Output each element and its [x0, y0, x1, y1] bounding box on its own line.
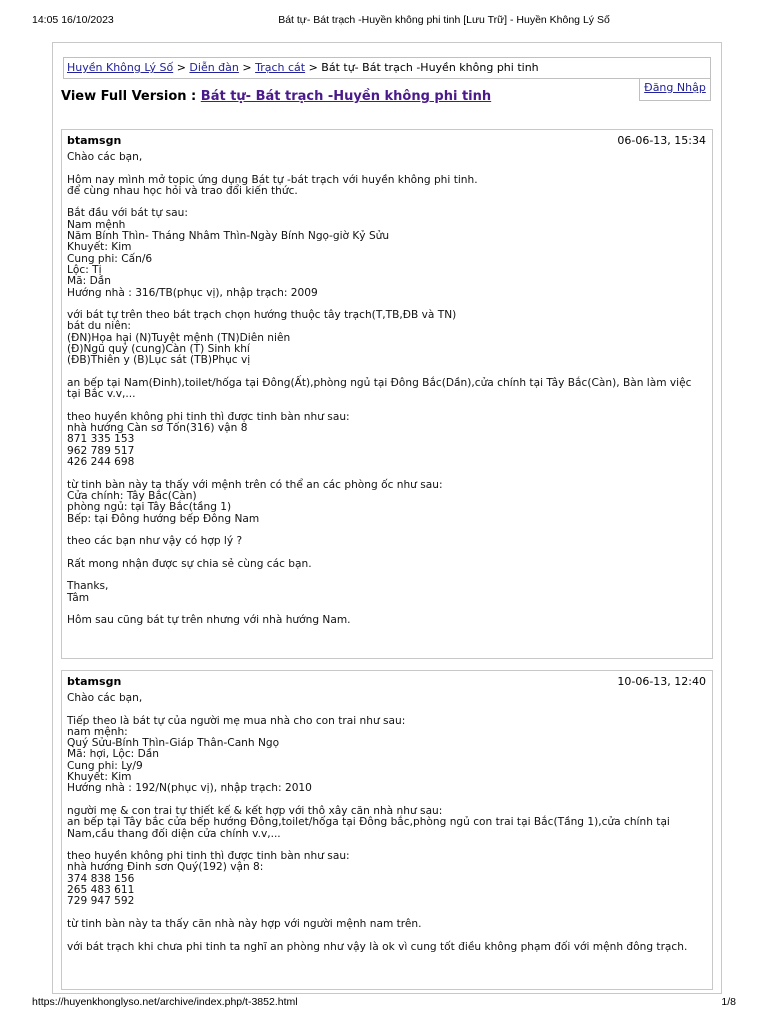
post-date: 10-06-13, 12:40 — [617, 675, 706, 688]
post-date: 06-06-13, 15:34 — [617, 134, 706, 147]
breadcrumb-separator: > — [238, 61, 256, 74]
post-author: btamsgn — [67, 675, 122, 688]
post-header — [62, 671, 712, 693]
login-box — [639, 79, 711, 101]
login-link[interactable]: Đăng Nhập — [644, 81, 706, 94]
print-header — [32, 14, 736, 30]
print-footer — [32, 996, 736, 1012]
breadcrumb-forum-link[interactable]: Diễn đàn — [189, 61, 239, 74]
breadcrumb — [63, 57, 711, 79]
breadcrumb-home-link[interactable]: Huyền Không Lý Số — [67, 61, 174, 74]
post — [61, 670, 713, 990]
archive-page — [52, 42, 722, 994]
print-page-title: Bát tự- Bát trạch -Huyền không phi tinh [Lưu Trữ] - Huyền Không Lý Số — [278, 14, 610, 26]
full-version-label: View Full Version : — [61, 89, 201, 104]
post-author: btamsgn — [67, 134, 122, 147]
full-version-thread-link[interactable]: Bát tự- Bát trạch -Huyền không phi tinh — [200, 89, 492, 104]
print-page-number: 1/8 — [721, 996, 736, 1008]
breadcrumb-section-link[interactable]: Trạch cát — [255, 61, 306, 74]
post-body: Chào các bạn, Tiếp theo là bát tự của người mẹ mua nhà cho con trai như sau: nam mệnh: Quý Sửu-Bính Thìn-Giáp Thân-Canh Ngọ Mã: hợi, Lộc: Dần Cung phi: Ly/9 Khuyết: Kim Hướng nhà : 192/N(phục vị), nhập trạch: 2010 người mẹ & con trai tự thiết kế & kết hợp với thô xây căn nhà như sau: an bếp tại Tây bắc cửa bếp hướng Đông,toilet/hốga tại Đông bắc,phòng ngủ con trai tại Bắc(Tầng 1),cửa chính tại Nam,cầu thang đối diện cửa chính v.v,... theo huyền không phi tinh thì được tinh bàn như sau: nhà hướng Đinh sơn Quý(192) vận 8: 374 838 156 265 483 611 729 947 592 từ tinh bàn này ta thấy căn nhà này hợp với người mệnh nam trên. với bát trạch khi chưa phi tinh ta nghĩ an phòng như vậy là ok vì cung tốt điều không phạm đối với mệnh đông trạch. — [67, 692, 688, 953]
post-header — [62, 130, 712, 152]
print-timestamp: 14:05 16/10/2023 — [32, 14, 114, 26]
post — [61, 129, 713, 659]
post-body: Chào các bạn, Hôm nay mình mở topic ứng dụng Bát tự -bát trạch với huyền không phi tinh. để cùng nhau học hỏi và trao đổi kiến thức. Bắt đầu với bát tự sau: Nam mệnh Năm Bính Thìn- Tháng Nhâm Thìn-Ngày Bính Ngọ-giờ Kỷ Sửu Khuyết: Kim Cung phi: Cấn/6 Lộc: Tị Mã: Dần Hướng nhà : 316/TB(phục vị), nhập trạch: 2009 với bát tự trên theo bát trạch chọn hướng thuộc tây trạch(T,TB,ĐB và TN) bát du niên: (ĐN)Họa hại (N)Tuyệt mệnh (TN)Diên niên (Đ)Ngũ quỷ (cung)Càn (T) Sinh khí (ĐB)Thiên y (B)Lục sát (TB)Phục vị an bếp tại Nam(Đinh),toilet/hốga tại Đông(Ất),phòng ngủ tại Đông Bắc(Dần),cửa chính tại Tây Bắc(Càn), Bàn làm việc tại Bắc v.v,... theo huyền không phi tinh thì được tinh bàn như sau: nhà hướng Càn sơ Tốn(316) vận 8 871 335 153 962 789 517 426 244 698 từ tinh bàn này ta thấy với mệnh trên có thể an các phòng ốc như sau: Cửa chính: Tây Bắc(Càn) phòng ngủ: tại Tây Bắc(tầng 1) Bếp: tại Đông hướng bếp Đông Nam theo các bạn như vậy có hợp lý ? Rất mong nhận được sự chia sẻ cùng các bạn. Thanks, Tâm Hôm sau cũng bát tự trên nhưng với nhà hướng Nam. — [67, 151, 692, 627]
print-url: https://huyenkhonglyso.net/archive/index.php/t-3852.html — [32, 996, 298, 1008]
full-version-heading — [61, 89, 491, 104]
breadcrumb-current: > Bát tự- Bát trạch -Huyền không phi tinh — [305, 61, 539, 74]
breadcrumb-separator: > — [173, 61, 190, 74]
